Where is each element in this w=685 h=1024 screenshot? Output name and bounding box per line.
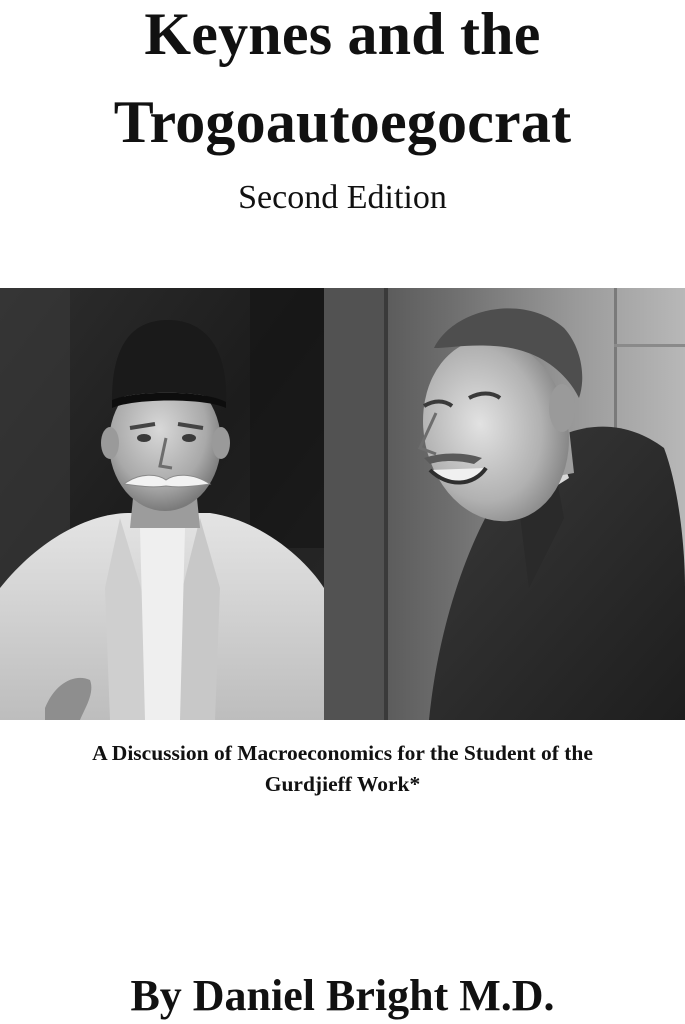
subtitle xyxy=(0,738,685,800)
title-line-1: Keynes and the xyxy=(144,1,541,67)
subtitle-line-1: A Discussion of Macroeconomics for the Student of the xyxy=(92,741,593,765)
suit-man-image xyxy=(324,288,685,720)
title-line-2: Trogoautoegocrat xyxy=(113,89,572,155)
cover-photographs xyxy=(0,288,685,720)
right-portrait-photo xyxy=(324,288,685,720)
edition-label: Second Edition xyxy=(238,179,447,216)
subtitle-line-2: Gurdjieff Work* xyxy=(264,772,421,796)
left-portrait-photo xyxy=(0,288,324,720)
fez-man-image xyxy=(0,288,324,720)
author-byline: By Daniel Bright M.D. xyxy=(130,971,555,1020)
